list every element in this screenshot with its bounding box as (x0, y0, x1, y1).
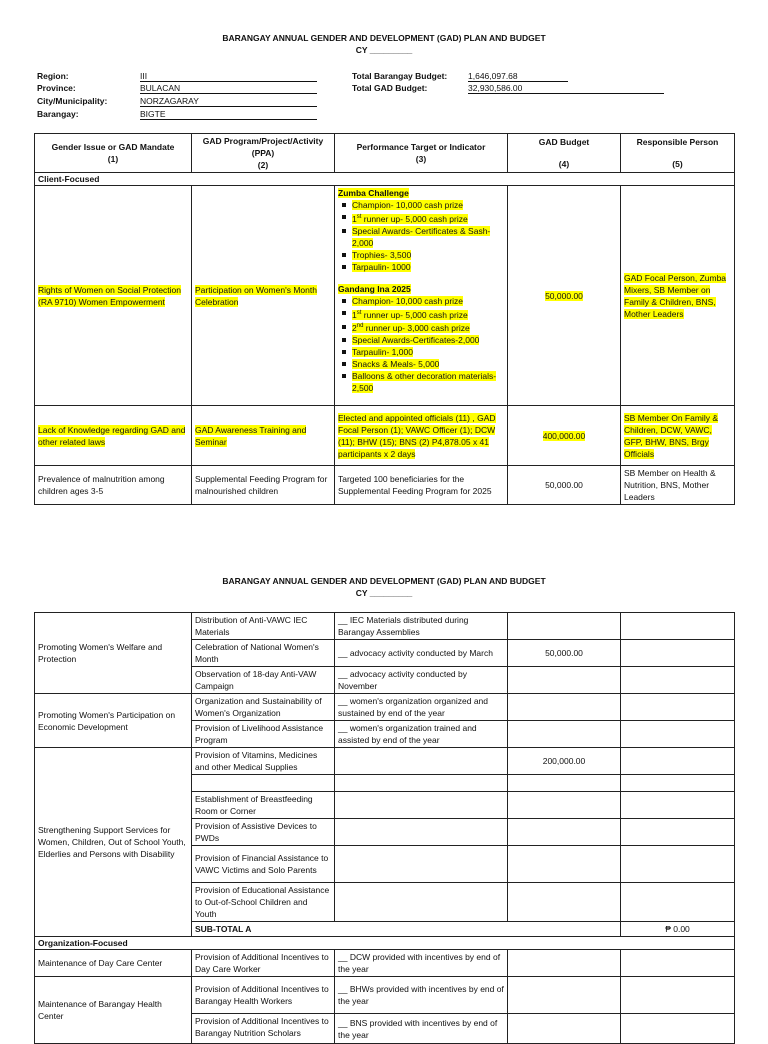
table-row (35, 977, 735, 1014)
table-row (35, 406, 735, 466)
section-organization-focused: Organization-Focused (35, 937, 735, 950)
budget-cell: 50,000.00 (508, 186, 621, 406)
calendar-year: CY _________ (355, 45, 413, 55)
total-gad-value: 32,930,586.00 (468, 82, 664, 94)
ppa-cell (192, 775, 335, 792)
ppa-cell: Observation of 18-day Anti-VAW Campaign (192, 667, 335, 694)
region-label: Region: (37, 71, 69, 81)
ppa-cell: Celebration of National Women's Month (192, 640, 335, 667)
col-header-4: GAD Budget (4) (508, 134, 621, 173)
responsible-cell (621, 640, 735, 667)
budget-cell: 200,000.00 (508, 748, 621, 775)
section-row-org (35, 937, 735, 950)
subtotal-a-value: ₱ 0.00 (621, 922, 735, 937)
responsible-cell (621, 694, 735, 721)
ppa-cell: Establishment of Breastfeeding Room or Corner (192, 792, 335, 819)
responsible-cell (621, 1014, 735, 1044)
target-cell: __ IEC Materials distributed during Barangay Assemblies (335, 613, 508, 640)
total-gad-label: Total GAD Budget: (352, 83, 428, 93)
table-row (35, 613, 735, 640)
target-cell: __ women's organization trained and assisted by end of the year (335, 721, 508, 748)
target-cell: Targeted 100 beneficiaries for the Supplemental Feeding Program for 2025 (335, 466, 508, 505)
barangay-info (37, 70, 737, 122)
section-client-focused: Client-Focused (35, 173, 735, 186)
ppa-cell: Provision of Additional Incentives to Barangay Nutrition Scholars (192, 1014, 335, 1044)
gandang-ina-prize-list: Champion- 10,000 cash prize 1st runner up- 5,000 cash prize 2nd runner up- 3,000 cash prize Special Awards-Certificates-2,000 Tarpaulin- 1,000 Snacks & Meals- 5,000 Balloons & other decoration materials- 2,500 (338, 295, 504, 395)
target-cell (335, 846, 508, 883)
responsible-cell (621, 667, 735, 694)
barangay-value: BIGTE (140, 108, 317, 120)
responsible-cell (621, 613, 735, 640)
responsible-cell: SB Member on Health & Nutrition, BNS, Mother Leaders (621, 466, 735, 505)
ppa-cell: Provision of Additional Incentives to Barangay Health Workers (192, 977, 335, 1014)
gender-issue-cell: Promoting Women's Welfare and Protection (35, 613, 192, 694)
section-row-client (35, 173, 735, 186)
responsible-cell (621, 883, 735, 922)
gad-plan-table-2 (34, 612, 735, 1044)
city-label: City/Municipality: (37, 96, 108, 106)
col-header-3: Performance Target or Indicator (3) (335, 134, 508, 173)
responsible-cell (621, 775, 735, 792)
ppa-cell: GAD Awareness Training and Seminar (192, 406, 335, 466)
budget-cell (508, 792, 621, 819)
table-row (35, 694, 735, 721)
budget-cell (508, 846, 621, 883)
ppa-cell: Provision of Financial Assistance to VAWC Victims and Solo Parents (192, 846, 335, 883)
total-budget-value: 1,646,097.68 (468, 70, 568, 82)
zumba-prize-list: Champion- 10,000 cash prize 1st runner up- 5,000 cash prize Special Awards- Certificates & Sash- 2,000 Trophies- 3,500 Tarpaulin- 1000 (338, 199, 504, 273)
target-cell: Zumba Challenge Champion- 10,000 cash prize 1st runner up- 5,000 cash prize Special Awards- Certificates & Sash- 2,000 Trophies- 3,500 Tarpaulin- 1000 Gandang Ina 2025 Champion- 10,000 cash prize 1st runner up- 5,000 cash prize 2nd runner up- 3,000 cash prize Special Awards-Certificates-2,000 Tarpaulin- 1,000 Snacks & Meals- 5,000 Balloons & other decoration materials- 2,500 (335, 186, 508, 406)
ppa-cell: Provision of Livelihood Assistance Program (192, 721, 335, 748)
responsible-cell (621, 846, 735, 883)
budget-cell (508, 694, 621, 721)
document-title: BARANGAY ANNUAL GENDER AND DEVELOPMENT (GAD) PLAN AND BUDGET (222, 33, 546, 43)
ppa-cell: Participation on Women's Month Celebration (192, 186, 335, 406)
gad-plan-table-1 (34, 133, 735, 505)
gender-issue-cell: Promoting Women's Participation on Economic Development (35, 694, 192, 748)
ppa-cell: Organization and Sustainability of Women's Organization (192, 694, 335, 721)
budget-cell (508, 775, 621, 792)
ppa-cell: Provision of Educational Assistance to Out-of-School Children and Youth (192, 883, 335, 922)
barangay-label: Barangay: (37, 109, 79, 119)
target-cell: __ BHWs provided with incentives by end of the year (335, 977, 508, 1014)
target-cell: __ DCW provided with incentives by end of the year (335, 950, 508, 977)
target-cell (335, 792, 508, 819)
budget-cell: 400,000.00 (508, 406, 621, 466)
target-cell (335, 819, 508, 846)
budget-cell (508, 1014, 621, 1044)
target-cell: __ women's organization organized and sustained by end of the year (335, 694, 508, 721)
responsible-cell (621, 819, 735, 846)
table-header-row (35, 134, 735, 173)
responsible-cell (621, 792, 735, 819)
gender-issue-cell: Maintenance of Barangay Health Center (35, 977, 192, 1044)
region-value: III (140, 70, 317, 82)
gender-issue-cell: Prevalence of malnutrition among children ages 3-5 (35, 466, 192, 505)
responsible-cell (621, 721, 735, 748)
gender-issue-cell: Maintenance of Day Care Center (35, 950, 192, 977)
responsible-cell: SB Member On Family & Children, DCW, VAWC, GFP, BHW, BNS, Brgy Officials (621, 406, 735, 466)
budget-cell (508, 977, 621, 1014)
target-cell (335, 748, 508, 775)
budget-cell (508, 950, 621, 977)
total-budget-label: Total Barangay Budget: (352, 71, 448, 81)
target-cell: Elected and appointed officials (11) , GAD Focal Person (1); VAWC Officer (1); DCW (11); BHW (15); BNS (2) P4,878.05 x 41 participants x 2 days (335, 406, 508, 466)
budget-cell (508, 613, 621, 640)
table-row (35, 186, 735, 406)
budget-cell (508, 883, 621, 922)
budget-cell (508, 819, 621, 846)
col-header-1: Gender Issue or GAD Mandate (1) (35, 134, 192, 173)
target-cell (335, 775, 508, 792)
responsible-cell (621, 748, 735, 775)
province-value: BULACAN (140, 82, 317, 94)
responsible-cell (621, 977, 735, 1014)
ppa-cell: Distribution of Anti-VAWC IEC Materials (192, 613, 335, 640)
target-cell: __ advocacy activity conducted by November (335, 667, 508, 694)
target-cell: __ BNS provided with incentives by end of the year (335, 1014, 508, 1044)
col-header-5: Responsible Person (5) (621, 134, 735, 173)
city-value: NORZAGARAY (140, 95, 317, 107)
budget-cell: 50,000.00 (508, 466, 621, 505)
table-row (35, 950, 735, 977)
province-label: Province: (37, 83, 76, 93)
subtotal-a-label: SUB-TOTAL A (192, 922, 621, 937)
ppa-cell: Provision of Additional Incentives to Day Care Worker (192, 950, 335, 977)
gender-issue-cell: Strengthening Support Services for Women, Children, Out of School Youth, Elderlies and Persons with Disability (35, 748, 192, 937)
col-header-2: GAD Program/Project/Activity (PPA) (2) (192, 134, 335, 173)
responsible-cell: GAD Focal Person, Zumba Mixers, SB Member on Family & Children, BNS, Mother Leaders (621, 186, 735, 406)
target-cell: __ advocacy activity conducted by March (335, 640, 508, 667)
document-title-page-2: BARANGAY ANNUAL GENDER AND DEVELOPMENT (GAD) PLAN AND BUDGET (222, 576, 546, 586)
target-cell (335, 883, 508, 922)
ppa-cell: Provision of Assistive Devices to PWDs (192, 819, 335, 846)
budget-cell: 50,000.00 (508, 640, 621, 667)
table-row (35, 748, 735, 775)
budget-cell (508, 667, 621, 694)
ppa-cell: Provision of Vitamins, Medicines and other Medical Supplies (192, 748, 335, 775)
gender-issue-cell: Lack of Knowledge regarding GAD and other related laws (35, 406, 192, 466)
table-row (35, 466, 735, 505)
responsible-cell (621, 950, 735, 977)
budget-cell (508, 721, 621, 748)
ppa-cell: Supplemental Feeding Program for malnourished children (192, 466, 335, 505)
gender-issue-cell: Rights of Women on Social Protection (RA 9710) Women Empowerment (35, 186, 192, 406)
calendar-year-page-2: CY _________ (355, 588, 413, 598)
